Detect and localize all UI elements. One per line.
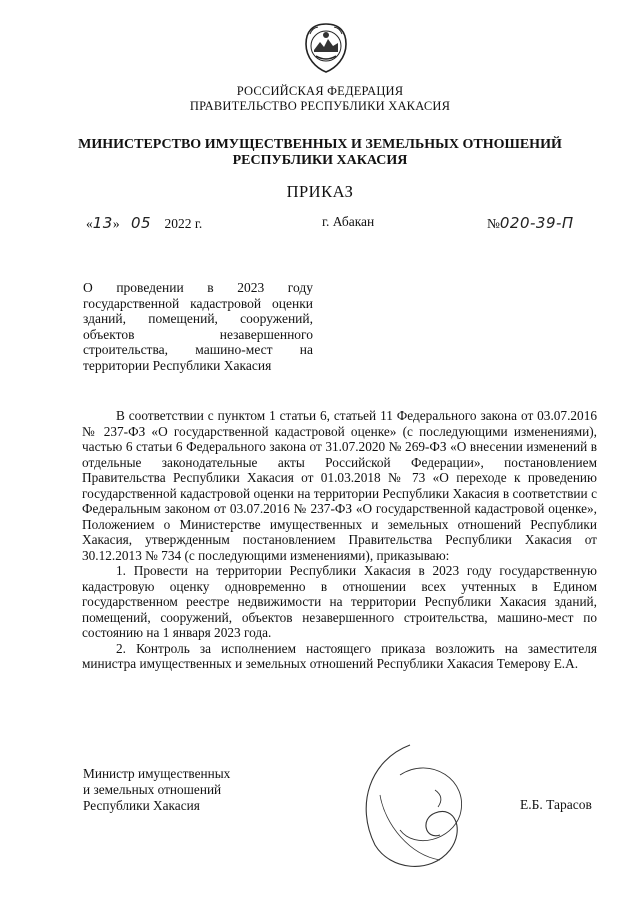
date-open-quote: «	[86, 216, 93, 231]
order-number-value: 020-39-П	[499, 214, 574, 232]
header-country: РОССИЙСКАЯ ФЕДЕРАЦИЯ	[236, 84, 404, 98]
signatory-position	[83, 766, 230, 814]
signatory-position-line3: Республики Хакасия	[83, 798, 200, 813]
document-type-title: ПРИКАЗ	[286, 182, 354, 201]
date-day: 13	[92, 214, 113, 232]
signatory-name: Е.Б. Тарасов	[520, 797, 592, 812]
order-date	[86, 214, 202, 232]
order-number	[487, 214, 574, 232]
order-city: г. Абакан	[322, 214, 375, 229]
signatory-position-line2: и земельных отношений	[83, 782, 222, 797]
coat-of-arms-emblem	[302, 22, 350, 74]
order-body	[82, 408, 597, 672]
date-close-quote: »	[112, 216, 120, 231]
order-preamble: В соответствии с пунктом 1 статьи 6, статьей 11 Федерального закона от 03.07.2016 № 237-ФЗ «О государственной кадастровой оценке» (с последующими изменениями), частью 6 статьи 6 Федерального закона от 31.07.2020 № 269-ФЗ «О внесении изменений в отдельные законодательные акты Российской Федерации», постановлением Правительства Республики Хакасия от 01.03.2018 № 73 «О переходе к проведению государственной кадастровой оценки на территории Республики Хакасия в соответствии с Федеральным законом от 03.07.2016 № 237-ФЗ «О государственной кадастровой оценке», Положением о Министерстве имущественных и земельных отношений Республики Хакасия, утвержденным постановлением Правительства Республики Хакасия от 30.12.2013 № 734 (с последующими изменениями), приказываю:	[82, 408, 597, 563]
header-government: ПРАВИТЕЛЬСТВО РЕСПУБЛИКИ ХАКАСИЯ	[189, 99, 451, 113]
signatory-position-line1: Министр имущественных	[83, 766, 231, 781]
ministry-name-line2: РЕСПУБЛИКИ ХАКАСИЯ	[232, 153, 408, 168]
date-month: 05	[130, 214, 152, 232]
order-number-prefix: №	[487, 216, 500, 231]
order-item-2: 2. Контроль за исполнением настоящего приказа возложить на заместителя министра имущественных и земельных отношений Республики Хакасия Темерову Е.А.	[82, 640, 597, 671]
date-year: 2022 г.	[164, 216, 203, 231]
order-subject: О проведении в 2023 году государственной кадастровой оценки зданий, помещений, сооружений, объектов незавершенного строительства, машино-мест на территории Республики Хакасия	[83, 280, 313, 373]
handwritten-signature	[340, 735, 500, 885]
order-item-1: 1. Провести на территории Республики Хакасия в 2023 году государственную кадастровую оценку одновременно в отношении всех учтенных в Едином государственном реестре недвижимости на территории Республики Хакасия зданий, помещений, сооружений, объектов незавершенного строительства, машино-мест по состоянию на 1 января 2023 года.	[82, 563, 597, 640]
ministry-name-line1: МИНИСТЕРСТВО ИМУЩЕСТВЕННЫХ И ЗЕМЕЛЬНЫХ ОТНОШЕНИЙ	[78, 137, 562, 152]
